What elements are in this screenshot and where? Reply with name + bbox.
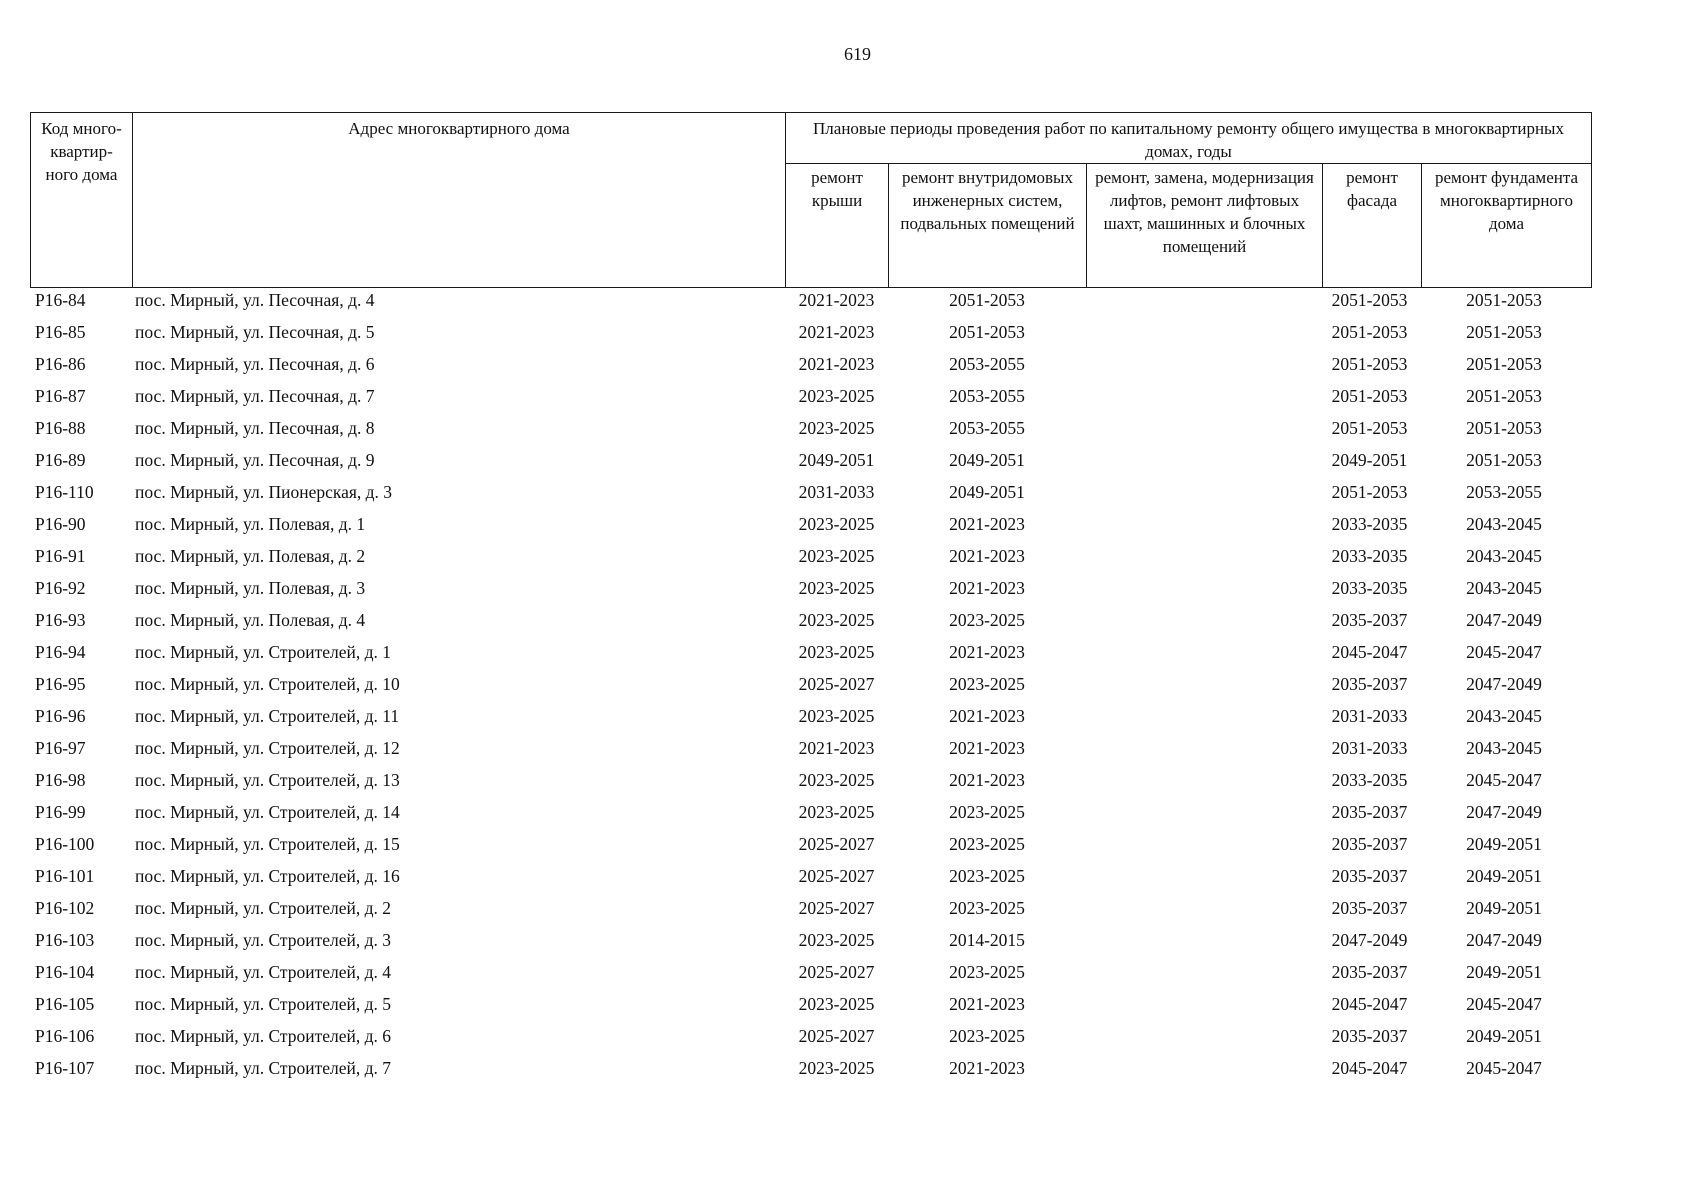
foundation-cell: 2051-2053 xyxy=(1466,322,1542,342)
code-cell: P16-92 xyxy=(35,578,86,598)
engineering-cell: 2023-2025 xyxy=(949,898,1025,918)
foundation-cell: 2043-2045 xyxy=(1466,546,1542,566)
header-code: Код много-квартир-ного дома xyxy=(31,113,133,288)
header-lifts: ремонт, замена, модернизация лифтов, ремонт лифтовых шахт, машинных и блочных помещений xyxy=(1087,164,1323,288)
engineering-cell: 2023-2025 xyxy=(949,1026,1025,1046)
code-cell: P16-91 xyxy=(35,546,86,566)
address-cell: пос. Мирный, ул. Полевая, д. 3 xyxy=(135,578,366,598)
facade-cell: 2051-2053 xyxy=(1331,354,1408,374)
foundation-cell: 2045-2047 xyxy=(1466,770,1542,790)
facade-cell: 2031-2033 xyxy=(1331,738,1408,758)
facade-cell: 2051-2053 xyxy=(1331,290,1408,310)
code-cell: P16-98 xyxy=(35,770,86,790)
roof-cell: 2023-2025 xyxy=(798,994,875,1014)
foundation-cell: 2047-2049 xyxy=(1466,930,1542,950)
foundation-cell: 2045-2047 xyxy=(1466,994,1542,1014)
roof-cell: 2025-2027 xyxy=(798,674,875,694)
engineering-cell: 2021-2023 xyxy=(949,1058,1025,1078)
foundation-cell: 2045-2047 xyxy=(1466,1058,1542,1078)
engineering-cell: 2023-2025 xyxy=(949,802,1025,822)
page-number: 619 xyxy=(844,44,871,64)
roof-cell: 2023-2025 xyxy=(798,610,875,630)
roof-cell: 2023-2025 xyxy=(798,578,875,598)
code-cell: P16-96 xyxy=(35,706,86,726)
table-row xyxy=(30,610,1600,642)
table-row xyxy=(30,450,1600,482)
roof-cell: 2023-2025 xyxy=(798,706,875,726)
engineering-cell: 2021-2023 xyxy=(949,642,1025,662)
code-cell: P16-84 xyxy=(35,290,86,310)
table-row xyxy=(30,994,1600,1026)
roof-cell: 2023-2025 xyxy=(798,770,875,790)
facade-cell: 2035-2037 xyxy=(1331,610,1408,630)
code-cell: P16-105 xyxy=(35,994,95,1014)
address-cell: пос. Мирный, ул. Строителей, д. 13 xyxy=(135,770,400,790)
table-row xyxy=(30,738,1600,770)
code-cell: P16-101 xyxy=(35,866,95,886)
header-roof: ремонт крыши xyxy=(786,164,889,288)
address-cell: пос. Мирный, ул. Полевая, д. 4 xyxy=(135,610,366,630)
engineering-cell: 2023-2025 xyxy=(949,962,1025,982)
facade-cell: 2047-2049 xyxy=(1331,930,1408,950)
roof-cell: 2023-2025 xyxy=(798,1058,875,1078)
table-row xyxy=(30,834,1600,866)
facade-cell: 2051-2053 xyxy=(1331,418,1408,438)
roof-cell: 2049-2051 xyxy=(798,450,875,470)
engineering-cell: 2021-2023 xyxy=(949,578,1025,598)
engineering-cell: 2051-2053 xyxy=(949,322,1025,342)
table-row xyxy=(30,354,1600,386)
roof-cell: 2023-2025 xyxy=(798,546,875,566)
facade-cell: 2051-2053 xyxy=(1331,386,1408,406)
roof-cell: 2025-2027 xyxy=(798,866,875,886)
header-periods: Плановые периоды проведения работ по капитальному ремонту общего имущества в многоквартирных домах, годы xyxy=(786,113,1592,164)
code-cell: P16-93 xyxy=(35,610,86,630)
code-cell: P16-90 xyxy=(35,514,86,534)
header-engineering: ремонт внутридомовых инженерных систем, подвальных помещений xyxy=(889,164,1087,288)
table-row xyxy=(30,514,1600,546)
address-cell: пос. Мирный, ул. Строителей, д. 14 xyxy=(135,802,400,822)
facade-cell: 2035-2037 xyxy=(1331,898,1408,918)
roof-cell: 2021-2023 xyxy=(798,322,875,342)
address-cell: пос. Мирный, ул. Строителей, д. 16 xyxy=(135,866,400,886)
address-cell: пос. Мирный, ул. Пионерская, д. 3 xyxy=(135,482,393,502)
table-row xyxy=(30,770,1600,802)
roof-cell: 2023-2025 xyxy=(798,514,875,534)
engineering-cell: 2021-2023 xyxy=(949,738,1025,758)
foundation-cell: 2047-2049 xyxy=(1466,674,1542,694)
facade-cell: 2033-2035 xyxy=(1331,770,1408,790)
header-foundation: ремонт фундамента многоквартирного дома xyxy=(1422,164,1592,288)
address-cell: пос. Мирный, ул. Строителей, д. 6 xyxy=(135,1026,392,1046)
facade-cell: 2045-2047 xyxy=(1331,642,1408,662)
table-row xyxy=(30,1058,1600,1090)
header-address: Адрес многоквартирного дома xyxy=(133,113,786,288)
facade-cell: 2035-2037 xyxy=(1331,962,1408,982)
engineering-cell: 2049-2051 xyxy=(949,482,1025,502)
roof-cell: 2021-2023 xyxy=(798,738,875,758)
roof-cell: 2023-2025 xyxy=(798,418,875,438)
engineering-cell: 2053-2055 xyxy=(949,418,1025,438)
facade-cell: 2033-2035 xyxy=(1331,546,1408,566)
facade-cell: 2035-2037 xyxy=(1331,866,1408,886)
address-cell: пос. Мирный, ул. Строителей, д. 4 xyxy=(135,962,392,982)
foundation-cell: 2051-2053 xyxy=(1466,290,1542,310)
foundation-cell: 2047-2049 xyxy=(1466,610,1542,630)
roof-cell: 2023-2025 xyxy=(798,642,875,662)
code-cell: P16-86 xyxy=(35,354,86,374)
foundation-cell: 2043-2045 xyxy=(1466,578,1542,598)
foundation-cell: 2049-2051 xyxy=(1466,1026,1542,1046)
address-cell: пос. Мирный, ул. Строителей, д. 1 xyxy=(135,642,392,662)
code-cell: P16-87 xyxy=(35,386,86,406)
table-row xyxy=(30,546,1600,578)
table-row xyxy=(30,962,1600,994)
roof-cell: 2031-2033 xyxy=(798,482,875,502)
table-row xyxy=(30,898,1600,930)
roof-cell: 2025-2027 xyxy=(798,1026,875,1046)
roof-cell: 2023-2025 xyxy=(798,930,875,950)
engineering-cell: 2053-2055 xyxy=(949,386,1025,406)
engineering-cell: 2021-2023 xyxy=(949,770,1025,790)
address-cell: пос. Мирный, ул. Песочная, д. 4 xyxy=(135,290,375,310)
code-cell: P16-107 xyxy=(35,1058,95,1078)
address-cell: пос. Мирный, ул. Полевая, д. 2 xyxy=(135,546,366,566)
table-header xyxy=(30,112,1592,288)
address-cell: пос. Мирный, ул. Строителей, д. 3 xyxy=(135,930,392,950)
code-cell: P16-104 xyxy=(35,962,95,982)
foundation-cell: 2049-2051 xyxy=(1466,962,1542,982)
address-cell: пос. Мирный, ул. Строителей, д. 15 xyxy=(135,834,400,854)
table-row xyxy=(30,706,1600,738)
foundation-cell: 2049-2051 xyxy=(1466,866,1542,886)
code-cell: P16-94 xyxy=(35,642,86,662)
address-cell: пос. Мирный, ул. Строителей, д. 11 xyxy=(135,706,400,726)
address-cell: пос. Мирный, ул. Песочная, д. 5 xyxy=(135,322,375,342)
facade-cell: 2035-2037 xyxy=(1331,802,1408,822)
table-row xyxy=(30,418,1600,450)
facade-cell: 2035-2037 xyxy=(1331,834,1408,854)
foundation-cell: 2043-2045 xyxy=(1466,738,1542,758)
roof-cell: 2023-2025 xyxy=(798,802,875,822)
roof-cell: 2025-2027 xyxy=(798,834,875,854)
foundation-cell: 2047-2049 xyxy=(1466,802,1542,822)
foundation-cell: 2043-2045 xyxy=(1466,706,1542,726)
table-body xyxy=(30,290,1600,1090)
table-row xyxy=(30,930,1600,962)
code-cell: P16-88 xyxy=(35,418,86,438)
foundation-cell: 2043-2045 xyxy=(1466,514,1542,534)
foundation-cell: 2049-2051 xyxy=(1466,834,1542,854)
code-cell: P16-100 xyxy=(35,834,95,854)
code-cell: P16-103 xyxy=(35,930,95,950)
engineering-cell: 2023-2025 xyxy=(949,866,1025,886)
code-cell: P16-89 xyxy=(35,450,86,470)
engineering-cell: 2021-2023 xyxy=(949,514,1025,534)
facade-cell: 2049-2051 xyxy=(1331,450,1408,470)
code-cell: P16-85 xyxy=(35,322,86,342)
foundation-cell: 2051-2053 xyxy=(1466,386,1542,406)
address-cell: пос. Мирный, ул. Строителей, д. 10 xyxy=(135,674,400,694)
table-row xyxy=(30,802,1600,834)
table-row xyxy=(30,322,1600,354)
roof-cell: 2025-2027 xyxy=(798,898,875,918)
facade-cell: 2033-2035 xyxy=(1331,578,1408,598)
address-cell: пос. Мирный, ул. Полевая, д. 1 xyxy=(135,514,366,534)
engineering-cell: 2021-2023 xyxy=(949,546,1025,566)
foundation-cell: 2045-2047 xyxy=(1466,642,1542,662)
roof-cell: 2021-2023 xyxy=(798,290,875,310)
table-row xyxy=(30,642,1600,674)
engineering-cell: 2053-2055 xyxy=(949,354,1025,374)
roof-cell: 2023-2025 xyxy=(798,386,875,406)
engineering-cell: 2023-2025 xyxy=(949,674,1025,694)
table-row xyxy=(30,1026,1600,1058)
address-cell: пос. Мирный, ул. Песочная, д. 6 xyxy=(135,354,375,374)
facade-cell: 2045-2047 xyxy=(1331,994,1408,1014)
facade-cell: 2045-2047 xyxy=(1331,1058,1408,1078)
engineering-cell: 2021-2023 xyxy=(949,994,1025,1014)
foundation-cell: 2053-2055 xyxy=(1466,482,1542,502)
facade-cell: 2031-2033 xyxy=(1331,706,1408,726)
table-row xyxy=(30,578,1600,610)
code-cell: P16-102 xyxy=(35,898,95,918)
foundation-cell: 2049-2051 xyxy=(1466,898,1542,918)
foundation-cell: 2051-2053 xyxy=(1466,450,1542,470)
code-cell: P16-95 xyxy=(35,674,86,694)
engineering-cell: 2021-2023 xyxy=(949,706,1025,726)
facade-cell: 2051-2053 xyxy=(1331,322,1408,342)
code-cell: P16-106 xyxy=(35,1026,95,1046)
table-row xyxy=(30,290,1600,322)
address-cell: пос. Мирный, ул. Песочная, д. 8 xyxy=(135,418,375,438)
facade-cell: 2035-2037 xyxy=(1331,1026,1408,1046)
facade-cell: 2035-2037 xyxy=(1331,674,1408,694)
address-cell: пос. Мирный, ул. Песочная, д. 7 xyxy=(135,386,375,406)
table-row xyxy=(30,674,1600,706)
address-cell: пос. Мирный, ул. Строителей, д. 2 xyxy=(135,898,392,918)
table-row xyxy=(30,386,1600,418)
engineering-cell: 2051-2053 xyxy=(949,290,1025,310)
table-row xyxy=(30,482,1600,514)
code-cell: P16-110 xyxy=(35,482,94,502)
facade-cell: 2051-2053 xyxy=(1331,482,1408,502)
header-facade: ремонт фасада xyxy=(1323,164,1422,288)
roof-cell: 2021-2023 xyxy=(798,354,875,374)
address-cell: пос. Мирный, ул. Строителей, д. 5 xyxy=(135,994,392,1014)
engineering-cell: 2014-2015 xyxy=(949,930,1025,950)
table-row xyxy=(30,866,1600,898)
code-cell: P16-97 xyxy=(35,738,86,758)
foundation-cell: 2051-2053 xyxy=(1466,354,1542,374)
address-cell: пос. Мирный, ул. Песочная, д. 9 xyxy=(135,450,375,470)
foundation-cell: 2051-2053 xyxy=(1466,418,1542,438)
engineering-cell: 2023-2025 xyxy=(949,834,1025,854)
engineering-cell: 2023-2025 xyxy=(949,610,1025,630)
code-cell: P16-99 xyxy=(35,802,86,822)
address-cell: пос. Мирный, ул. Строителей, д. 7 xyxy=(135,1058,392,1078)
address-cell: пос. Мирный, ул. Строителей, д. 12 xyxy=(135,738,400,758)
roof-cell: 2025-2027 xyxy=(798,962,875,982)
engineering-cell: 2049-2051 xyxy=(949,450,1025,470)
facade-cell: 2033-2035 xyxy=(1331,514,1408,534)
